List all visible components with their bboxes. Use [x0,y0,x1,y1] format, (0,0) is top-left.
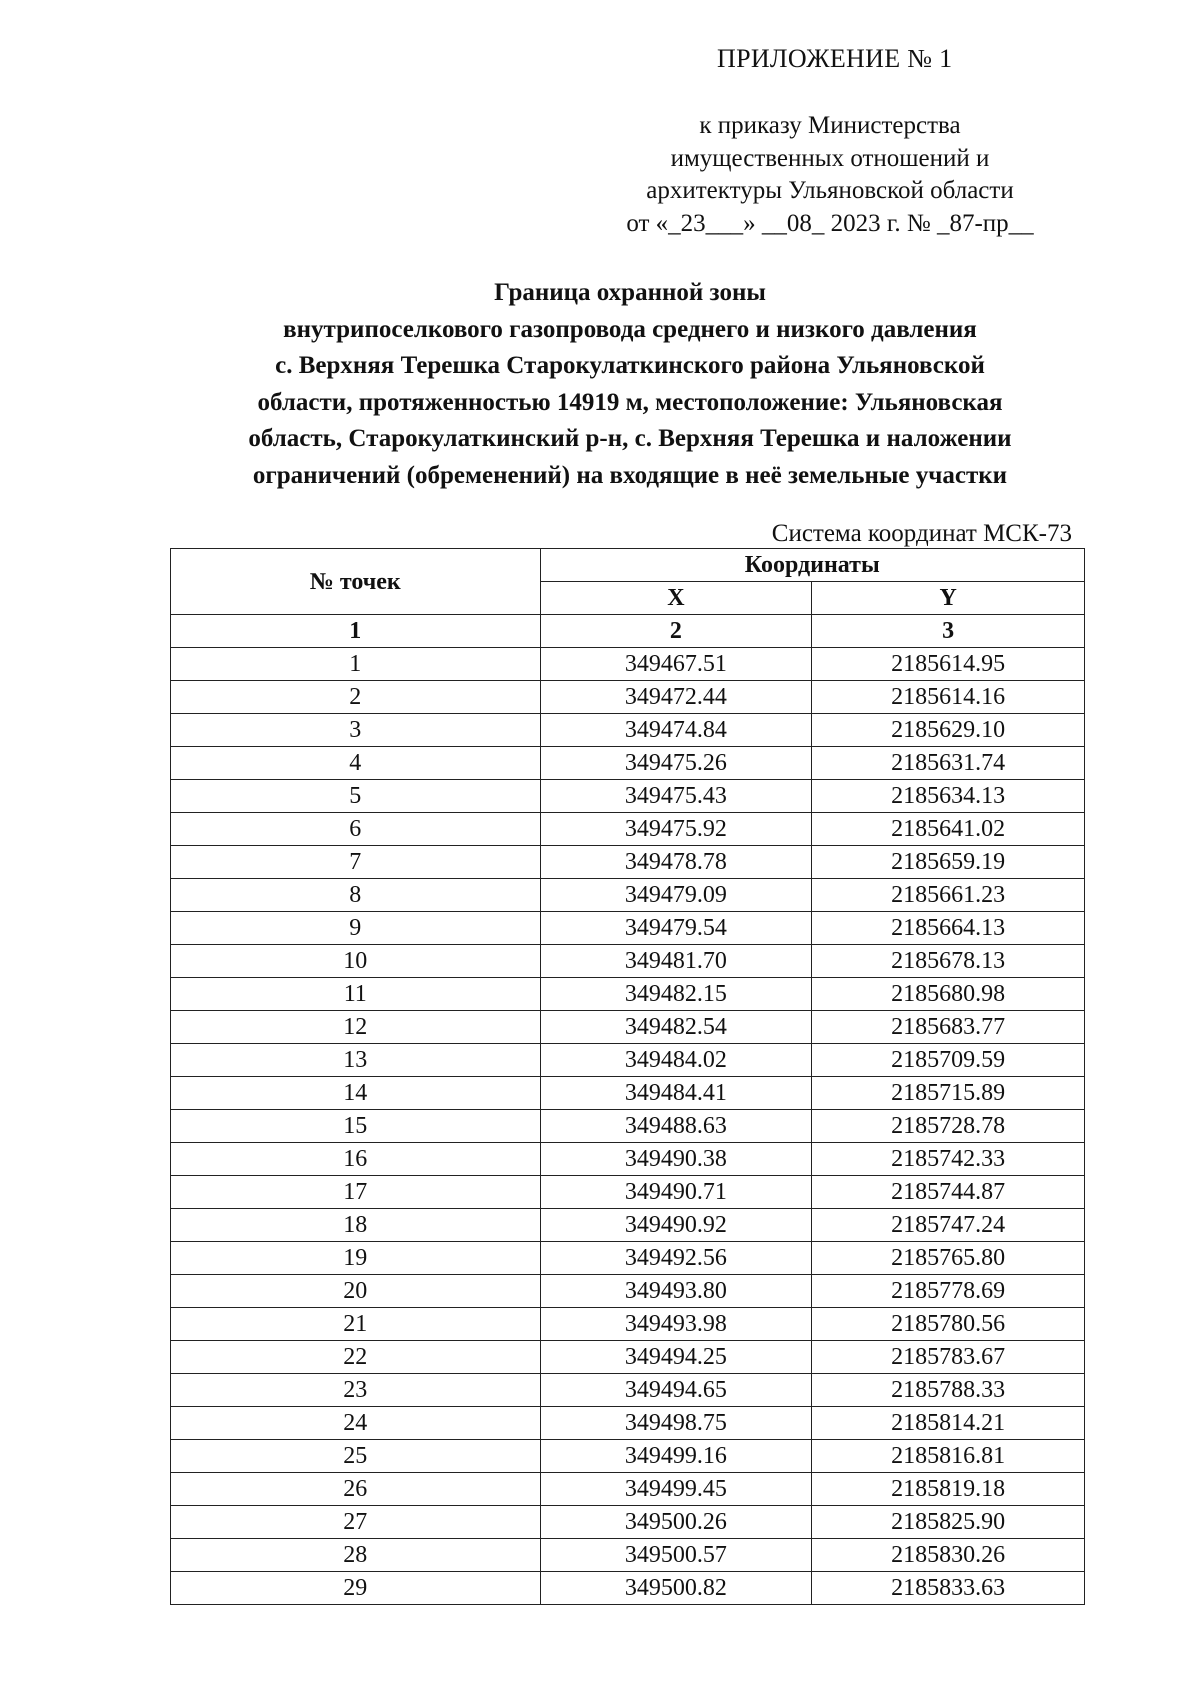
table-row [171,1341,1085,1374]
x-coordinate-cell: 349499.45 [540,1473,812,1506]
point-number-cell: 8 [171,879,541,912]
table-row [171,1176,1085,1209]
table-row [171,1110,1085,1143]
table-row [171,879,1085,912]
x-coordinate-cell: 349472.44 [540,681,812,714]
y-coordinate-cell: 2185641.02 [812,813,1085,846]
header-y: Y [812,582,1085,615]
table-row [171,747,1085,780]
coordinate-system-label: Система координат МСК-73 [771,520,1072,547]
table-row [171,648,1085,681]
x-coordinate-cell: 349474.84 [540,714,812,747]
point-number-cell: 26 [171,1473,541,1506]
y-coordinate-cell: 2185830.26 [812,1539,1085,1572]
heading-line: с. Верхняя Терешка Старокулаткинского района Ульяновской [275,352,985,379]
table-row [171,1506,1085,1539]
table-row [171,1539,1085,1572]
y-coordinate-cell: 2185678.13 [812,945,1085,978]
order-reference [590,110,1070,240]
order-date-number-line: от «_23___» __08_ 2023 г. № _87-пр__ [626,209,1034,237]
y-coordinate-cell: 2185765.80 [812,1242,1085,1275]
y-coordinate-cell: 2185631.74 [812,747,1085,780]
point-number-cell: 15 [171,1110,541,1143]
x-coordinate-cell: 349482.15 [540,978,812,1011]
y-coordinate-cell: 2185747.24 [812,1209,1085,1242]
x-coordinate-cell: 349484.02 [540,1044,812,1077]
order-line: к приказу Министерства [699,112,961,139]
x-coordinate-cell: 349500.26 [540,1506,812,1539]
x-coordinate-cell: 349490.71 [540,1176,812,1209]
x-coordinate-cell: 349499.16 [540,1440,812,1473]
point-number-cell: 19 [171,1242,541,1275]
heading-line: внутрипоселкового газопровода среднего и низкого давления [283,315,977,343]
order-line: имущественных отношений и [670,144,990,172]
y-coordinate-cell: 2185664.13 [812,912,1085,945]
header-points: № точек [171,549,541,615]
y-coordinate-cell: 2185788.33 [812,1374,1085,1407]
x-coordinate-cell: 349493.80 [540,1275,812,1308]
point-number-cell: 13 [171,1044,541,1077]
y-coordinate-cell: 2185629.10 [812,714,1085,747]
x-coordinate-cell: 349500.57 [540,1539,812,1572]
point-number-cell: 10 [171,945,541,978]
table-row [171,780,1085,813]
table-row [171,1473,1085,1506]
table-row [171,714,1085,747]
table-row [171,1044,1085,1077]
y-coordinate-cell: 2185819.18 [812,1473,1085,1506]
x-coordinate-cell: 349478.78 [540,846,812,879]
point-number-cell: 9 [171,912,541,945]
point-number-cell: 14 [171,1077,541,1110]
x-coordinate-cell: 349475.92 [540,813,812,846]
table-row [171,1407,1085,1440]
heading-line: области, протяженностью 14919 м, местоположение: Ульяновская [257,388,1003,416]
point-number-cell: 2 [171,681,541,714]
table-body [171,648,1085,1605]
y-coordinate-cell: 2185634.13 [812,780,1085,813]
table-row [171,945,1085,978]
table-row [171,813,1085,846]
y-coordinate-cell: 2185833.63 [812,1572,1085,1605]
y-coordinate-cell: 2185709.59 [812,1044,1085,1077]
table-row [171,978,1085,1011]
header-x: X [540,582,812,615]
table-row [171,1572,1085,1605]
y-coordinate-cell: 2185661.23 [812,879,1085,912]
table-row [171,1143,1085,1176]
x-coordinate-cell: 349467.51 [540,648,812,681]
point-number-cell: 4 [171,747,541,780]
point-number-cell: 18 [171,1209,541,1242]
table-header [171,549,1085,648]
point-number-cell: 5 [171,780,541,813]
annex-title: ПРИЛОЖЕНИЕ № 1 [717,44,953,73]
point-number-cell: 27 [171,1506,541,1539]
x-coordinate-cell: 349475.26 [540,747,812,780]
order-line: архитектуры Ульяновской области [646,177,1014,204]
point-number-cell: 22 [171,1341,541,1374]
table-row [171,1011,1085,1044]
point-number-cell: 17 [171,1176,541,1209]
y-coordinate-cell: 2185728.78 [812,1110,1085,1143]
y-coordinate-cell: 2185659.19 [812,846,1085,879]
table-row [171,846,1085,879]
y-coordinate-cell: 2185780.56 [812,1308,1085,1341]
point-number-cell: 20 [171,1275,541,1308]
y-coordinate-cell: 2185614.16 [812,681,1085,714]
point-number-cell: 25 [171,1440,541,1473]
column-number: 2 [540,615,812,648]
table-row [171,912,1085,945]
table-row [171,1077,1085,1110]
point-number-cell: 11 [171,978,541,1011]
x-coordinate-cell: 349475.43 [540,780,812,813]
table-row [171,1440,1085,1473]
header-coordinates: Координаты [540,549,1085,582]
x-coordinate-cell: 349482.54 [540,1011,812,1044]
x-coordinate-cell: 349494.65 [540,1374,812,1407]
y-coordinate-cell: 2185783.67 [812,1341,1085,1374]
column-number: 1 [171,615,541,648]
y-coordinate-cell: 2185744.87 [812,1176,1085,1209]
y-coordinate-cell: 2185778.69 [812,1275,1085,1308]
point-number-cell: 12 [171,1011,541,1044]
x-coordinate-cell: 349490.92 [540,1209,812,1242]
point-number-cell: 16 [171,1143,541,1176]
table-row [171,1275,1085,1308]
heading-line: область, Старокулаткинский р-н, с. Верхняя Терешка и наложении [248,425,1012,452]
y-coordinate-cell: 2185814.21 [812,1407,1085,1440]
x-coordinate-cell: 349490.38 [540,1143,812,1176]
point-number-cell: 29 [171,1572,541,1605]
column-number: 3 [812,615,1085,648]
x-coordinate-cell: 349494.25 [540,1341,812,1374]
point-number-cell: 1 [171,648,541,681]
x-coordinate-cell: 349479.54 [540,912,812,945]
y-coordinate-cell: 2185715.89 [812,1077,1085,1110]
y-coordinate-cell: 2185683.77 [812,1011,1085,1044]
point-number-cell: 7 [171,846,541,879]
y-coordinate-cell: 2185680.98 [812,978,1085,1011]
x-coordinate-cell: 349484.41 [540,1077,812,1110]
point-number-cell: 24 [171,1407,541,1440]
coordinates-table [170,548,1085,1605]
x-coordinate-cell: 349492.56 [540,1242,812,1275]
heading-line: Граница охранной зоны [494,279,766,306]
table-row [171,681,1085,714]
point-number-cell: 6 [171,813,541,846]
table-row [171,1374,1085,1407]
table-row [171,1308,1085,1341]
table-row [171,1242,1085,1275]
y-coordinate-cell: 2185742.33 [812,1143,1085,1176]
y-coordinate-cell: 2185614.95 [812,648,1085,681]
x-coordinate-cell: 349481.70 [540,945,812,978]
table-row [171,1209,1085,1242]
x-coordinate-cell: 349498.75 [540,1407,812,1440]
point-number-cell: 28 [171,1539,541,1572]
point-number-cell: 23 [171,1374,541,1407]
x-coordinate-cell: 349500.82 [540,1572,812,1605]
y-coordinate-cell: 2185816.81 [812,1440,1085,1473]
x-coordinate-cell: 349488.63 [540,1110,812,1143]
point-number-cell: 21 [171,1308,541,1341]
y-coordinate-cell: 2185825.90 [812,1506,1085,1539]
heading-line: ограничений (обременений) на входящие в неё земельные участки [252,461,1008,489]
point-number-cell: 3 [171,714,541,747]
document-heading [170,275,1090,494]
x-coordinate-cell: 349479.09 [540,879,812,912]
x-coordinate-cell: 349493.98 [540,1308,812,1341]
